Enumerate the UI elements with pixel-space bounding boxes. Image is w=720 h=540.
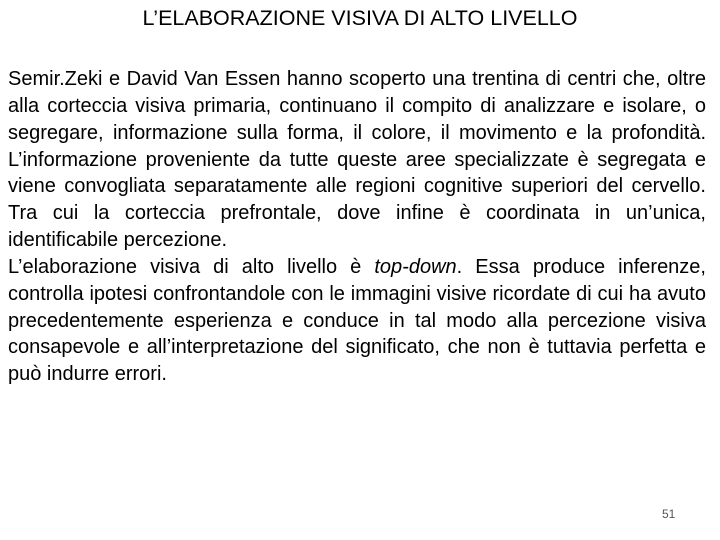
paragraph-2-text-start: L’elaborazione visiva di alto livello è	[8, 255, 375, 278]
page-number: 51	[662, 507, 676, 521]
top-down-emphasis: top-down	[374, 255, 457, 278]
body-paragraph-1: Semir.Zeki e David Van Essen hanno scoperto una trentina di centri che, oltre alla corteccia visiva primaria, continuano il compito di analizzare e isolare, o segregare, informazione sulla forma, il colore, il movimento e la profondità. L’informazione proveniente da tutte queste aree specializzate è segregata e viene convogliata separatamente alle regioni cognitive superiori del cervello. Tra cui la corteccia prefrontale, dove infine è coordinata in un’unica, identificabile percezione.	[8, 68, 706, 252]
body-paragraph-2	[8, 254, 706, 388]
slide-title: L’ELABORAZIONE VISIVA DI ALTO LIVELLO	[142, 6, 578, 30]
paragraph-2-text-end: . Essa produce inferenze, controlla ipotesi confrontandole con le immagini visive ricordate di cui ha avuto precedentemente esperienza e conduce in tal modo alla percezione visiva consapevole e all’interpretazione del significato, che non è tuttavia perfetta e può indurre errori.	[8, 255, 706, 386]
slide-body	[8, 66, 706, 388]
